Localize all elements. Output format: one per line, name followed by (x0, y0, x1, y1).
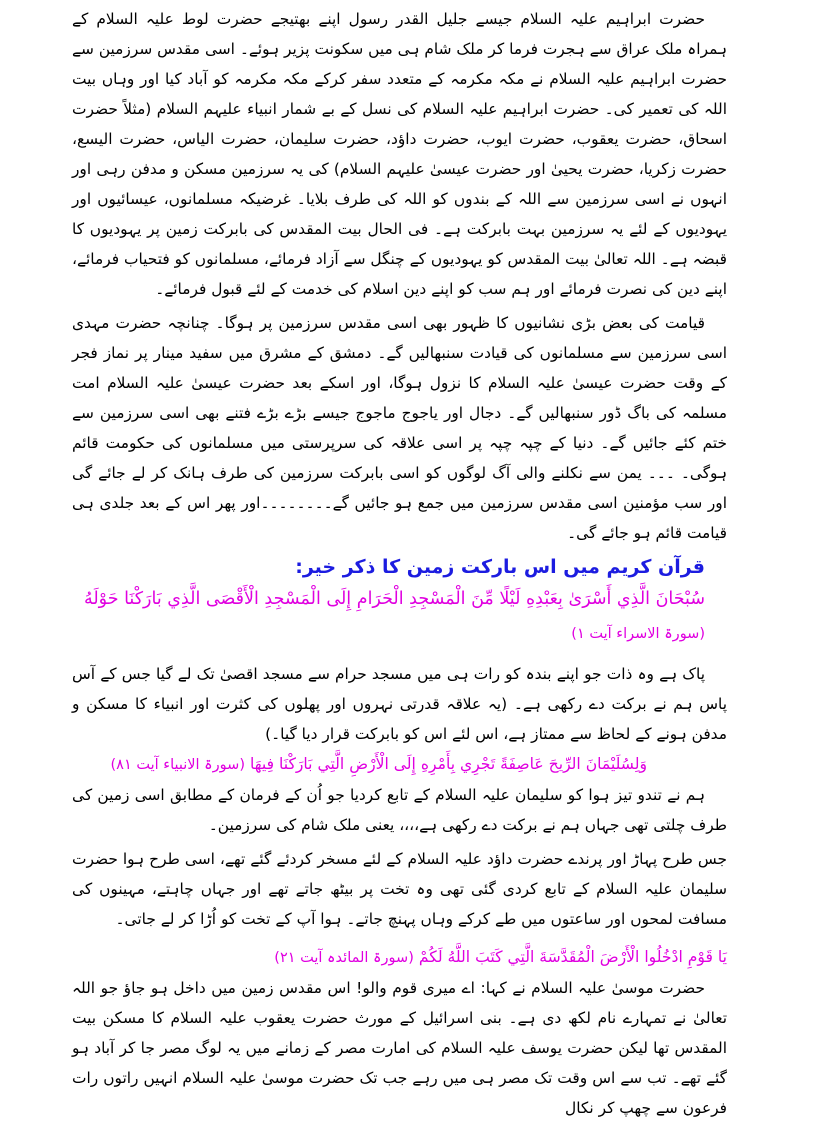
translation-al-isra: پاک ہے وہ ذات جو اپنے بندہ کو رات ہی میں مسجد حرام سے مسجد اقصیٰ تک لے گیا جس کے آس پاس ہم نے برکت دے رکھی ہے۔ (یہ علاقہ قدرتی نہروں اور پھلوں کی کثرت اور انبیاء کا مسکن و مدفن ہونے کے لحاظ سے ممتاز ہے، اس لئے اس کو بابرکت قرار دیا گیا۔) (72, 665, 727, 743)
verse-reference: (سورۃ الانبیاء آیت ۸۱) (110, 757, 245, 773)
paragraph-qiyamat: قیامت کی بعض بڑی نشانیوں کا ظہور بھی اسی مقدس سرزمین پر ہوگا۔ چنانچہ حضرت مہدی اسی سرزمین سے مسلمانوں کی قیادت سنبھالیں گے۔ دمشق کے مشرق میں سفید مینار پر نماز فجر کے وقت حضرت عیسیٰ علیہ السلام کا نزول ہوگا، اور اسکے بعد حضرت عیسیٰ علیہ السلام امت مسلمہ کی باگ ڈور سنبھالیں گے۔ دجال اور یاجوج ماجوج جیسے بڑے بڑے فتنے بھی اسی سرزمین سے ختم کئے جائیں گے۔ دنیا کے چپہ چپہ پر اسی علاقہ کی سرپرستی میں مسلمانوں کی حکومت قائم ہوگی۔ ۔۔۔ یمن سے نکلنے والی آگ لوگوں کو اسی بابرکت سرزمین کی طرف ہانک کر لے جائے گی اور سب مؤمنین اسی مقدس سرزمین میں جمع ہو جائیں گے۔۔۔۔۔۔۔۔اور پھر اس کے بعد جلدی ہی قیامت قائم ہو جائے گی۔ (72, 314, 727, 542)
paragraph-sulaiman: جس طرح پہاڑ اور پرندے حضرت داؤد علیہ السلام کے لئے مسخر کردئے گئے تھے، اسی طرح ہوا حضرت سلیمان علیہ السلام کے تابع کردی گئی تھی وہ تخت پر بیٹھ جاتے تھے اور جہاں چاہتے، مہینوں کی مسافت لمحوں اور ساعتوں میں طے کرکے وہاں پہنچ جاتے۔ ہوا آپ کے تخت کو اُڑا کر لے جاتی۔ (72, 850, 727, 928)
verse-reference: (سورۃ الاسراء آیت ۱) (571, 626, 705, 642)
verse-text: وَلِسُلَيْمَانَ الرِّيحَ عَاصِفَةً تَجْرِي بِأَمْرِهِ إِلَى الْأَرْضِ الَّتِي بَارَكْنَا فِيهَا (249, 755, 647, 773)
verse-al-maidah (72, 942, 727, 973)
verse-text: سُبْحَانَ الَّذِي أَسْرَىٰ بِعَبْدِهِ لَيْلًا مِّنَ الْمَسْجِدِ الْحَرَامِ إِلَى الْمَسْجِدِ الْأَقْصَى الَّذِي بَارَكْنَا حَوْلَهُ (83, 589, 705, 609)
translation-al-maidah: حضرت موسیٰ علیہ السلام نے کہا: اے میری قوم والو! اس مقدس زمین میں داخل ہو جاؤ جو اللہ تعالیٰ نے تمہارے نام لکھ دی ہے۔ بنی اسرائیل کے مورث حضرت یعقوب علیہ السلام کا مسکن بیت المقدس تھا لیکن حضرت یوسف علیہ السلام کی امارت مصر کے زمانے میں یہ لوگ مصر جا کر آباد ہو گئے تھے۔ تب سے اس وقت تک مصر ہی میں رہے جب تک حضرت موسیٰ علیہ السلام انہیں راتوں رات فرعون سے چھپ کر نکال (72, 979, 727, 1117)
translation-al-anbiya: ہم نے تندو تیز ہوا کو سلیمان علیہ السلام کے تابع کردیا جو اُن کے فرمان کے مطابق اسی زمین کی طرف چلتی تھی جہاں ہم نے برکت دے رکھی ہے،،،، یعنی ملک شام کی سرزمین۔ (72, 786, 727, 834)
verse-text: يَا قَوْمِ ادْخُلُوا الْأَرْضَ الْمُقَدَّسَةَ الَّتِي كَتَبَ اللَّهُ لَكُمْ (418, 948, 727, 966)
paragraph-intro: حضرت ابراہیم علیہ السلام جیسے جلیل القدر رسول اپنے بھتیجے حضرت لوط علیہ السلام کے ہمراہ ملک عراق سے ہجرت فرما کر ملک شام ہی میں سکونت پزیر ہوئے۔ اسی مقدس سرزمین سے حضرت ابراہیم علیہ السلام نے مکہ مکرمہ کے متعدد سفر کرکے مکہ مکرمہ کو آباد کیا اور وہاں بیت اللہ کی تعمیر کی۔ حضرت ابراہیم علیہ السلام کی نسل کے بے شمار انبیاء علیہم السلام (مثلاً حضرت اسحاق، حضرت یعقوب، حضرت ایوب، حضرت داؤد، حضرت سلیمان، حضرت الیاس، حضرت الیسع، حضرت زکریا، حضرت یحییٰ اور حضرت عیسیٰ علیہم السلام) کی یہ سرزمین مسکن و مدفن رہی اور انہوں نے اسی سرزمین سے اللہ کے بندوں کو اللہ کی طرف بلایا۔ غرضیکہ مسلمانوں، عیسائیوں اور یہودیوں کے لئے یہ سرزمین بہت بابرکت ہے۔ فی الحال بیت المقدس کی بابرکت زمین پر یہودیوں کا قبضہ ہے۔ اللہ تعالیٰ بیت المقدس کو یہودیوں کے چنگل سے آزاد فرمائے، مسلمانوں کو فتحیاب فرمائے، اپنے دین کی نصرت فرمائے اور ہم سب کو اپنے دین اسلام کی خدمت کے لئے قبول فرمائے۔ (72, 10, 727, 298)
verse-reference: (سورۃ المائدہ آیت ۲۱) (274, 950, 414, 966)
verse-al-anbiya (72, 749, 647, 780)
section-heading: قرآن کریم میں اس بارکت زمین کا ذکر خیر: (295, 556, 705, 578)
document-page (72, 4, 727, 1123)
verse-al-isra (72, 582, 705, 651)
